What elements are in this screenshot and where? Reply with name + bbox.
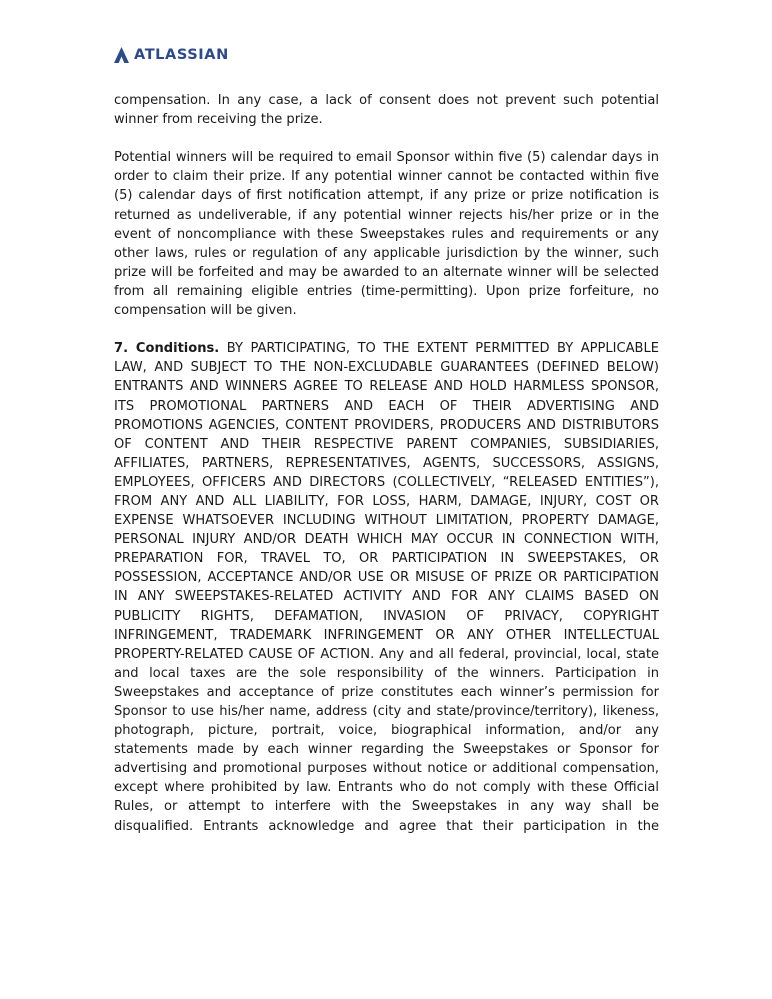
document-body xyxy=(114,91,659,836)
section-7-conditions xyxy=(114,339,659,835)
logo-text: ATLASSIAN xyxy=(134,47,229,63)
section-7-text: BY PARTICIPATING, TO THE EXTENT PERMITTED BY APPLICABLE LAW, AND SUBJECT TO THE NON-EXCLUDABLE GUARANTEES (DEFINED BELOW) ENTRANTS AND WINNERS AGREE TO RELEASE AND HOLD HARMLESS SPONSOR, ITS PROMOTIONAL PARTNERS AND EACH OF THEIR ADVERTISING AND PROMOTIONS AGENCIES, CONTENT PROVIDERS, PRODUCERS AND DISTRIBUTORS OF CONTENT AND THEIR RESPECTIVE PARENT COMPANIES, SUBSIDIARIES, AFFILIATES, PARTNERS, REPRESENTATIVES, AGENTS, SUCCESSORS, ASSIGNS, EMPLOYEES, OFFICERS AND DIRECTORS (COLLECTIVELY, “RELEASED ENTITIES”), FROM ANY AND ALL LIABILITY, FOR LOSS, HARM, DAMAGE, INJURY, COST OR EXPENSE WHATSOEVER INCLUDING WITHOUT LIMITATION, PROPERTY DAMAGE, PERSONAL INJURY AND/OR DEATH WHICH MAY OCCUR IN CONNECTION WITH, PREPARATION FOR, TRAVEL TO, OR PARTICIPATION IN SWEEPSTAKES, OR POSSESSION, ACCEPTANCE AND/OR USE OR MISUSE OF PRIZE OR PARTICIPATION IN ANY SWEEPSTAKES-RELATED ACTIVITY AND FOR ANY CLAIMS BASED ON PUBLICITY RIGHTS, DEFAMATION, INVASION OF PRIVACY, COPYRIGHT INFRINGEMENT, TRADEMARK INFRINGEMENT OR ANY OTHER INTELLECTUAL PROPERTY-RELATED CAUSE OF ACTION. Any and all federal, provincial, local, state and local taxes are the sole responsibility of the winners. Participation in Sweepstakes and acceptance of prize constitutes each winner’s permission for Sponsor to use his/her name, address (city and state/province/territory), likeness, photograph, picture, portrait, voice, biographical information, and/or any statements made by each winner regarding the Sweepstakes or Sponsor for advertising and promotional purposes without notice or additional compensation, except where prohibited by law. Entrants who do not comply with these Official Rules, or attempt to interfere with the Sweepstakes in any way shall be disqualified. Entrants acknowledge and agree that their participation in the xyxy=(114,341,659,834)
paragraph-consent: compensation. In any case, a lack of consent does not prevent such potential winner from receiving the prize. xyxy=(114,93,659,128)
paragraph-potential-winners: Potential winners will be required to email Sponsor within five (5) calendar days in order to claim their prize. If any potential winner cannot be contacted within five (5) calendar days of first notification attempt, if any prize or prize notification is returned as undeliverable, if any potential winner rejects his/her prize or in the event of noncompliance with these Sweepstakes rules and requirements or any other laws, rules or regulation of any applicable jurisdiction by the winner, such prize will be forfeited and may be awarded to an alternate winner will be selected from all remaining eligible entries (time-permitting). Upon prize forfeiture, no compensation will be given. xyxy=(114,150,659,319)
atlassian-logo xyxy=(114,47,229,63)
section-7-heading: 7. Conditions. xyxy=(114,341,220,357)
atlassian-triangle-icon xyxy=(114,47,129,63)
